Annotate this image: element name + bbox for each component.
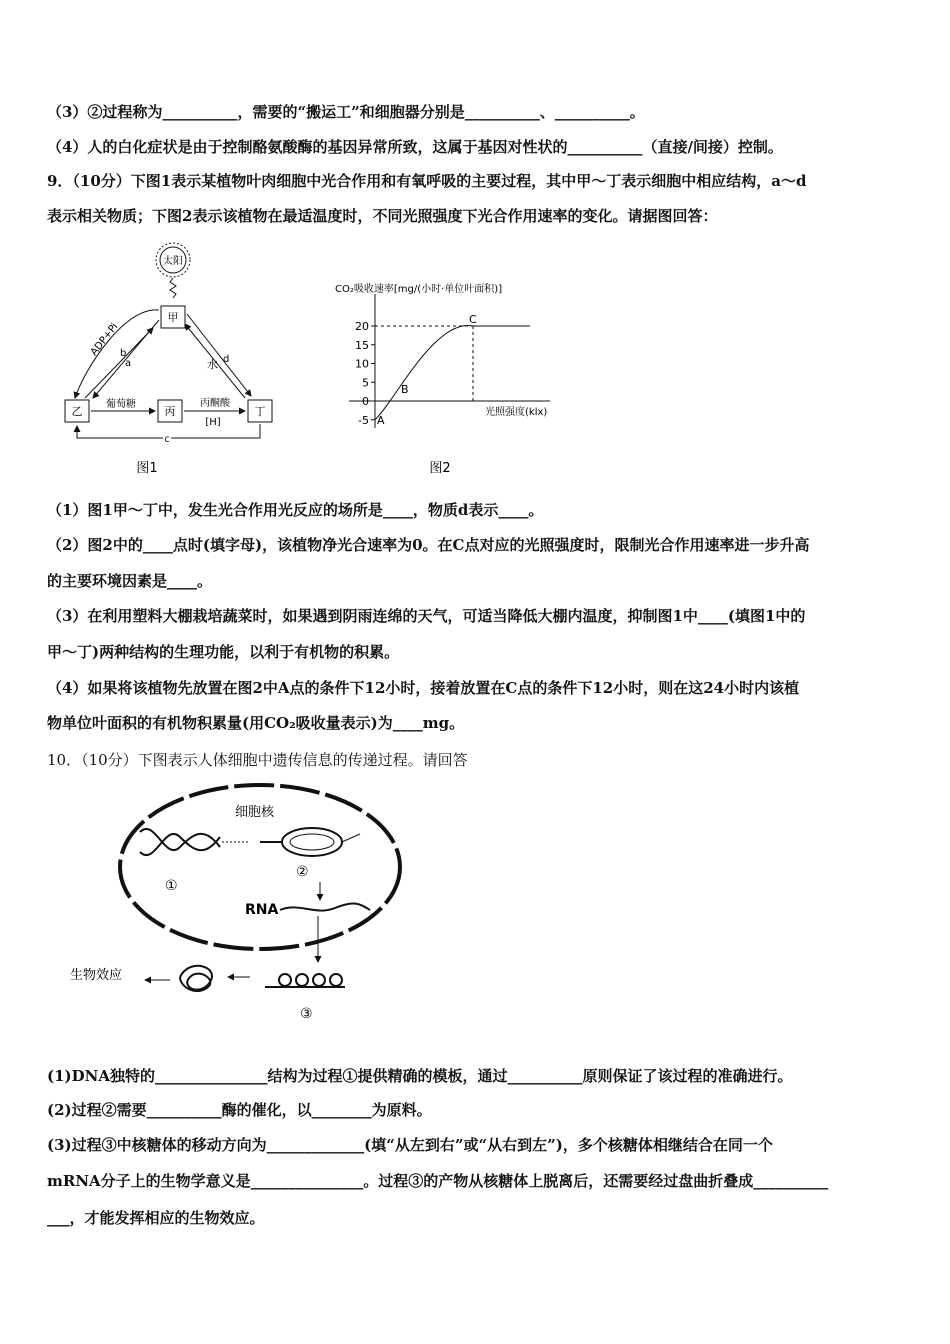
chart-ylabel: CO₂吸收速率[mg/(小时·单位叶面积)] xyxy=(335,284,503,295)
fig1-caption: 图1 xyxy=(136,461,158,476)
q9-head-2: 表示相关物质；下图2表示该植物在最适温度时，不同光照强度下光合作用速率的变化。请据图回答： xyxy=(47,207,718,225)
n3-label: ③ xyxy=(300,1006,313,1022)
q9-1: （1）图1甲～丁中，发生光合作用光反应的场所是____，物质d表示____。 xyxy=(47,501,544,519)
y-ticks xyxy=(355,320,375,427)
rna-label: RNA xyxy=(245,902,279,918)
glucose-label: 葡萄糖 xyxy=(106,399,136,410)
q10-1: (1)DNA独特的_______________结构为过程①提供精确的模板，通过__________原则保证了该过程的准确进行。 xyxy=(47,1067,793,1085)
y-tick-label: 0 xyxy=(362,395,369,408)
water-label: 水 xyxy=(207,358,218,371)
q8-4: （4）人的白化症状是由于控制酪氨酸酶的基因异常所致，这属于基因对性状的__________（直接/间接）控制。 xyxy=(47,138,783,156)
photosynthesis-curve xyxy=(375,325,475,419)
q8-3: （3）②过程称为__________，需要的“搬运工”和细胞器分别是__________、__________。 xyxy=(47,103,645,121)
point-a-label: A xyxy=(377,413,385,427)
bing-label: 丙 xyxy=(164,405,176,418)
a-label: a xyxy=(125,358,132,369)
y-tick-label: 20 xyxy=(355,320,369,333)
q10-2: (2)过程②需要__________酶的催化，以________为原料。 xyxy=(47,1101,432,1119)
q9-3a: （3）在利用塑料大棚栽培蔬菜时，如果遇到阴雨连绵的天气，可适当降低大棚内温度，抑制图1中____(填图1中的 xyxy=(47,607,806,625)
q9-3b: 甲～丁)两种结构的生理功能，以利于有机物的积累。 xyxy=(47,643,400,661)
y-tick-label: 15 xyxy=(355,338,369,352)
nucleus-label: 细胞核 xyxy=(235,805,275,820)
yi-label: 乙 xyxy=(71,405,83,418)
q9-2b: 的主要环境因素是____。 xyxy=(47,572,213,590)
adp-label: ADP+Pi xyxy=(88,321,121,358)
q10-3c: ___，才能发挥相应的生物效应。 xyxy=(47,1209,265,1227)
q9-2a: （2）图2中的____点时(填字母)，该植物净光合速率为0。在C点对应的光照强度时，限制光合作用速率进一步升高 xyxy=(47,536,810,554)
figure-2 xyxy=(325,278,575,478)
d-label: d xyxy=(223,354,230,365)
y-tick-label: 10 xyxy=(355,357,369,371)
y-tick-label: -5 xyxy=(358,413,369,427)
ding-label: 丁 xyxy=(254,405,266,418)
jia-label: 甲 xyxy=(167,311,179,324)
pyruvate-label: 丙酮酸 xyxy=(200,398,230,409)
chart-xlabel: 光照强度(klx) xyxy=(485,407,548,418)
y-tick-label: 5 xyxy=(362,376,369,390)
b-label: b xyxy=(120,348,127,359)
q9-4a: （4）如果将该植物先放置在图2中A点的条件下12小时，接着放置在C点的条件下12小时，则在这24小时内该植 xyxy=(47,679,800,697)
h-label: [H] xyxy=(205,417,221,428)
c-label: c xyxy=(164,434,170,445)
q9-head-1: 9．（10分）下图1表示某植物叶肉细胞中光合作用和有氧呼吸的主要过程，其中甲～丁表示细胞中相应结构，a～d xyxy=(47,172,807,190)
point-c-label: C xyxy=(469,313,477,326)
n2-label: ② xyxy=(296,864,309,880)
effect-label: 生物效应 xyxy=(70,968,123,983)
figure-3 xyxy=(60,782,420,1027)
q9-4b: 物单位叶面积的有机物积累量(用CO₂吸收量表示)为____mg。 xyxy=(47,714,465,732)
q10-3b: mRNA分子上的生物学意义是_______________。过程③的产物从核糖体上脱离后，还需要经过盘曲折叠成__________ xyxy=(47,1172,829,1190)
q10-head: 10．（10分）下图表示人体细胞中遗传信息的传递过程。请回答 xyxy=(47,751,468,769)
point-b-label: B xyxy=(401,383,409,396)
fig2-caption: 图2 xyxy=(429,461,451,476)
sun-label: 太阳 xyxy=(163,256,183,267)
figure-1 xyxy=(55,238,295,478)
q10-3a: (3)过程③中核糖体的移动方向为_____________(填“从左到右”或“从右到左”)，多个核糖体相继结合在同一个 xyxy=(47,1136,773,1154)
n1-label: ① xyxy=(165,878,178,894)
